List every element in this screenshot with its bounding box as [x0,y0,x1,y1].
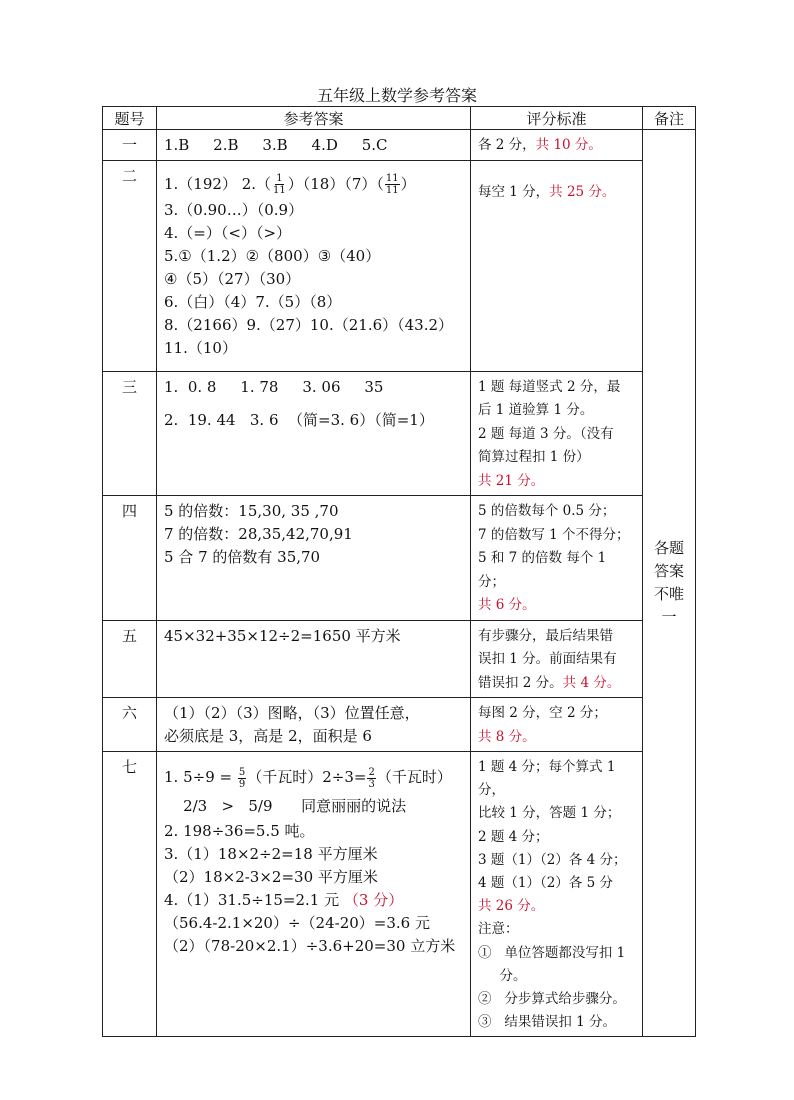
standard-cell [471,160,643,371]
standard-line: 比较 1 分，答题 1 分； [478,805,621,822]
standard-line: 1 题 每道竖式 2 分，最 [478,378,621,395]
header-row [103,107,696,130]
standard-line: 4 题（1）（2）各 5 分 [478,875,613,892]
answer-line: 4.（=）（<）（>） [164,223,292,242]
answer-line: 5 合 7 的倍数有 35,70 [164,548,321,566]
answer-line: 11.（10） [164,338,237,357]
standard-line: 2 题 每道 3 分。（没有 [478,425,614,442]
standard-line: 每图 2 分，空 2 分； [478,705,607,721]
note-line: 不唯 [653,585,684,604]
answer-line: 5 的倍数：15,30, 35 ,70 [164,502,339,520]
standard-text: 各 2 分， [478,137,536,153]
note-line: 一 [661,608,677,627]
answer-line: ④（5）（27）（30） [164,269,301,288]
answer-line: 3.（0.90…）（0.9） [164,200,304,219]
standard-line: 3 题（1）（2）各 4 分； [478,851,627,868]
table-row [103,620,696,698]
answer-line: （2）18×2-3×2=30 平方厘米 [164,868,378,886]
question-number: 三 [103,371,157,496]
standard-line: 错误扣 2 分。共 4 分。 [478,674,621,691]
answer-line: （56.4-2.1×20）÷（24-20）=3.6 元 [164,914,430,932]
question-number: 二 [103,160,157,371]
standard-cell [471,698,643,752]
question-number: 五 [103,620,157,698]
table-row [103,698,696,752]
table-row [103,160,696,371]
standard-line: 1 题 4 分；每个算式 1 分， [478,759,616,799]
answer-line: 5.①（1.2）②（800）③（40） [164,246,381,265]
standard-text: 每空 1 分， [478,183,550,200]
answer-line: 2/3 > 5/9 同意丽丽的说法 [164,797,407,815]
answer-line: 2. 198÷36=5.5 吨。 [164,822,315,840]
table-row [103,496,696,621]
page-title: 五年级上数学参考答案 [316,86,477,105]
standard-line: 简算过程扣 1 份） [478,449,590,465]
standard-cell [471,496,643,621]
answer-line: 2. 19. 44 3. 6 （简=3. 6）（简=1） [164,410,434,429]
answer-table [102,106,696,1037]
score-total: 共 10 分。 [535,137,602,153]
standard-cell [471,752,643,1037]
question-number: 六 [103,698,157,752]
standard-line: 分。 [478,967,527,984]
standard-line: 2 题 4 分； [478,828,549,845]
answer-cell [157,620,471,698]
answer-line: （1）（2）（3）图略，（3）位置任意， [164,704,420,722]
answer-cell [157,752,471,1037]
question-number: 七 [103,752,157,1037]
answer-line: 1.（192） 2.（ $\frac{1}{11}$ ）（18）（7）（ $\frac{11}{11}$ ） [164,173,416,196]
score-total: 共 25 分。 [549,183,616,200]
standard-line: 5 的倍数每个 0.5 分； [478,503,616,519]
standard-line: 后 1 道验算 1 分。 [478,402,594,418]
answer-line: 1. 5÷9 = $\frac{5}{9}$ （千瓦时）2÷3= $\frac{2}{3}$ （千瓦时） [164,766,452,790]
standard-cell [471,620,643,698]
fraction: $\frac{2}{3}$ [368,766,375,790]
standard-cell [471,371,643,496]
answer-line: （2）（78-20×2.1）÷3.6+20=30 立方米 [164,937,456,955]
note-line: 各题 [653,539,684,558]
fraction: $\frac{1}{11}$ [273,173,286,196]
standard-line: ① 单位答题都没写扣 1 [478,944,626,961]
answer-line: 1.B 2.B 3.B 4.D 5.C [164,136,388,154]
note-cell [643,130,696,1037]
score-total: 共 21 分。 [478,472,545,489]
standard-line: 误扣 1 分。前面结果有 [478,651,617,667]
answer-cell [157,160,471,371]
standard-line: ② 分步算式给步骤分。 [478,991,626,1008]
fraction: $\frac{5}{9}$ [238,766,246,790]
answer-line: 7 的倍数：28,35,42,70,91 [164,525,353,543]
answer-line: 45×32+35×12÷2=1650 平方米 [164,626,401,645]
header-standard: 评分标准 [471,107,643,130]
standard-line: 7 的倍数写 1 个不得分； [478,526,630,543]
answer-line: 1. 0. 8 1. 78 3. 06 35 [164,377,384,396]
question-number: 四 [103,496,157,621]
score-total: 共 6 分。 [478,597,536,613]
score-total: 共 8 分。 [478,728,536,745]
answer-cell [157,698,471,752]
standard-line: ③ 结果错误扣 1 分。 [478,1014,617,1031]
standard-line: 有步骤分，最后结果错 [478,627,613,644]
question-number: 一 [103,130,157,161]
answer-line: 必须底是 3，高是 2，面积是 6 [164,727,372,745]
standard-cell [471,130,643,161]
fraction: $\frac{11}{11}$ [385,173,399,196]
header-num: 题号 [103,107,157,130]
standard-line: 注意： [478,921,519,938]
standard-line: 5 和 7 的倍数 每个 1 分； [478,550,607,590]
table-row [103,371,696,496]
score-note: （3 分） [343,891,404,909]
header-note: 备注 [643,107,696,130]
answer-cell [157,371,471,496]
score-total: 共 26 分。 [478,898,545,915]
answer-line: 8.（2166）9.（27）10.（21.6）（43.2） [164,315,454,334]
answer-cell [157,130,471,161]
table-row [103,752,696,1037]
answer-line: 3.（1）18×2÷2=18 平方厘米 [164,845,378,863]
answer-line: 6.（白）（4）7.（5）（8） [164,292,342,311]
note-line: 答案 [653,562,684,581]
header-answer: 参考答案 [157,107,471,130]
answer-line: 4.（1）31.5÷15=2.1 元 （3 分） [164,891,404,909]
score-total: 共 4 分。 [562,674,621,691]
answer-cell [157,496,471,621]
table-row [103,130,696,161]
